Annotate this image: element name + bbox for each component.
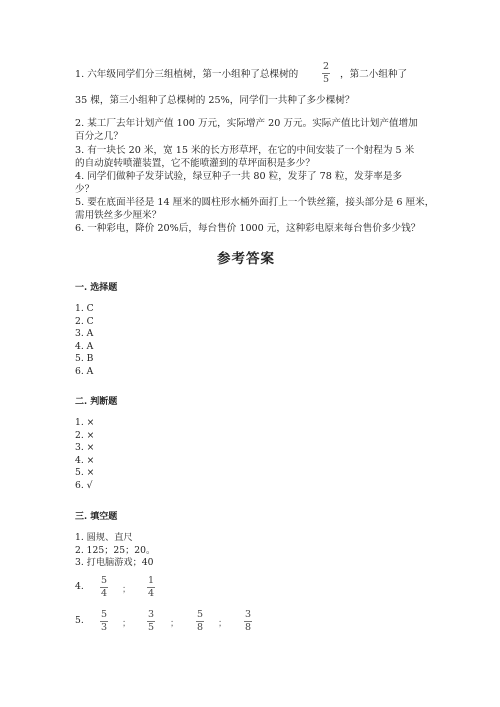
fill-answer: 1. 圆规、直尺 bbox=[75, 532, 133, 543]
section-heading-fill: 三. 填空题 bbox=[75, 512, 118, 522]
problem-3-line-2: 的自动旋转喷灌装置，它不能喷灌到的草坪面积是多少？ bbox=[75, 158, 315, 169]
fraction-numerator: 2 bbox=[322, 61, 330, 72]
problem-6-line-1: 6. 一种彩电，降价 20%后，每台售价 1000 元，这种彩电原来每台售价多少钱？ bbox=[75, 223, 421, 234]
fill-answer-5-fraction-2 bbox=[147, 610, 155, 633]
judge-answer: 4. × bbox=[75, 454, 95, 466]
fill-answer-5-fraction-3 bbox=[196, 610, 204, 633]
choice-answer: 4. A bbox=[75, 340, 94, 352]
fraction-denominator: 5 bbox=[147, 622, 155, 633]
problem-4-line-1: 4. 同学们做种子发芽试验，绿豆种子一共 80 粒，发芽了 78 粒，发芽率是多 bbox=[75, 171, 403, 182]
judge-answer: 2. × bbox=[75, 429, 95, 441]
fill-answer-5-fraction-4 bbox=[244, 610, 252, 633]
choice-answer: 3. A bbox=[75, 328, 94, 340]
fraction-numerator: 5 bbox=[100, 575, 108, 586]
fraction-denominator: 4 bbox=[100, 588, 108, 599]
fraction-denominator: 4 bbox=[147, 588, 155, 599]
choice-answer: 1. C bbox=[75, 303, 94, 314]
fraction-denominator: 8 bbox=[244, 622, 252, 633]
fill-answer-4-label: 4. bbox=[75, 581, 84, 592]
choice-answer: 2. C bbox=[75, 315, 94, 327]
fill-answer-separator: ； bbox=[218, 619, 228, 629]
problem-2-line-1: 2. 某工厂去年计划产值 100 万元，实际增产 20 万元。实际产值比计划产值增加 bbox=[75, 118, 418, 129]
fill-answer-separator: ； bbox=[122, 585, 132, 595]
section-heading-judge: 二. 判断题 bbox=[75, 397, 118, 407]
problem-5-line-2: 需用铁丝多少厘米？ bbox=[75, 210, 162, 221]
fraction-denominator: 5 bbox=[322, 74, 330, 85]
section-heading-choice: 一. 选择题 bbox=[75, 283, 118, 293]
problem-2-line-2: 百分之几？ bbox=[75, 131, 123, 142]
choice-answer: 6. A bbox=[75, 365, 94, 377]
problem-1-fraction bbox=[322, 62, 330, 85]
problem-4-line-2: 少？ bbox=[75, 184, 95, 195]
fill-answer-5-label: 5. bbox=[75, 615, 84, 626]
fraction-numerator: 1 bbox=[147, 575, 155, 586]
judge-answer-list bbox=[75, 417, 94, 493]
fraction-denominator: 3 bbox=[100, 622, 108, 633]
problem-1-line-1-prefix: 1. 六年级同学们分三组植树，第一小组种了总棵树的 bbox=[75, 69, 299, 80]
fraction-numerator: 5 bbox=[196, 609, 204, 620]
fraction-numerator: 5 bbox=[100, 609, 108, 620]
fill-answer-separator: ； bbox=[122, 619, 132, 629]
fill-answer-4-fraction-1 bbox=[100, 576, 108, 599]
fraction-denominator: 8 bbox=[196, 622, 204, 633]
problem-1-line-2: 35 棵，第三小组种了总棵树的 25%，同学们一共种了多少棵树？ bbox=[75, 95, 355, 106]
judge-answer: 5. × bbox=[75, 467, 95, 479]
judge-answer: 1. × bbox=[75, 417, 95, 428]
judge-answer: 3. × bbox=[75, 442, 95, 454]
fill-answer: 3. 打电脑游戏；40 bbox=[75, 557, 154, 569]
fill-answer-separator: ； bbox=[170, 619, 180, 629]
problem-1-line-1-suffix: ，第二小组种了 bbox=[340, 69, 408, 80]
fill-answer-5-fraction-1 bbox=[100, 610, 108, 633]
problem-3-line-1: 3. 有一块长 20 米，宽 15 米的长方形草坪，在它的中间安装了一个射程为 5 米 bbox=[75, 145, 415, 156]
judge-answer: 6. √ bbox=[75, 479, 93, 491]
answer-title: 参考答案 bbox=[217, 251, 275, 267]
fill-answer-list bbox=[75, 532, 155, 570]
choice-answer: 5. B bbox=[75, 353, 94, 365]
fraction-numerator: 3 bbox=[147, 609, 155, 620]
choice-answer-list bbox=[75, 303, 94, 379]
problem-5-line-1: 5. 要在底面半径是 14 厘米的圆柱形水桶外面打上一个铁丝箍，接头部分是 6 厘米， bbox=[75, 197, 435, 208]
fill-answer: 2. 125；25；20。 bbox=[75, 544, 156, 556]
fill-answer-4-fraction-2 bbox=[147, 576, 155, 599]
fraction-numerator: 3 bbox=[244, 609, 252, 620]
